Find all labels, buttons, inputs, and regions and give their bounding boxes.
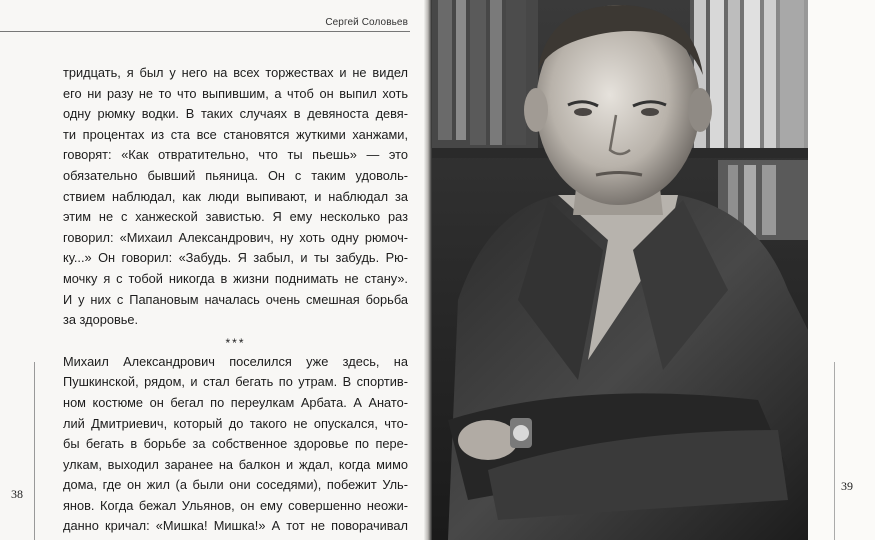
text-line: янов. Когда бежал Ульянов, он ему совершенно неожи- — [63, 497, 408, 513]
text-line: ти процентах из ста все становятся жуткими ханжами, — [63, 126, 408, 142]
book-gutter — [424, 0, 432, 540]
text-line: И у них с Папановым началась очень смешная борьба — [63, 291, 408, 307]
section-separator: *** — [225, 335, 246, 350]
text-line: одну рюмку водки. В таких случаях в девяноста девя- — [63, 106, 408, 122]
text-line: тридцать, я был у него на всех торжествах и не видел — [63, 65, 408, 80]
right-page — [428, 0, 875, 540]
text-line: ку...» Он говорил: «Забудь. Я забыл, и ты забудь. Рю- — [63, 250, 408, 266]
running-header-author: Сергей Соловьев — [325, 17, 408, 28]
text-line: данно кричал: «Мишка! Мишка!» А тот не поворачивал — [63, 518, 408, 534]
text-line: обязательно бывший пьяница. Он с таким удоволь- — [63, 167, 408, 183]
text-line: этим не с ханжеской завистью. Я ему несколько раз — [63, 209, 408, 225]
text-line: ном костюме он бегал по переулкам Арбата. А Анато- — [63, 394, 408, 410]
body-text — [63, 63, 408, 537]
text-line: мочку я с тобой никогда в жизни поднимать не стану». — [63, 270, 408, 286]
text-line: Михаил Александрович поселился уже здесь, на — [63, 353, 408, 369]
text-line: говорил: «Михаил Александрович, ну хоть одну рюмоч- — [63, 229, 408, 245]
margin-line-right — [834, 362, 835, 540]
text-line: ствием наблюдал, как люди выпивают, и наблюдал за — [63, 188, 408, 204]
paragraph-1 — [63, 63, 408, 331]
left-page — [0, 0, 428, 540]
text-line: бы бегать в борьбе за собственное здоровье по пере- — [63, 436, 408, 452]
portrait-photo — [428, 0, 808, 540]
text-line: дома, где он жил (а были они соседями), побежит Уль- — [63, 477, 408, 493]
page-number-left: 38 — [11, 487, 23, 501]
page-number-right: 39 — [841, 479, 853, 493]
text-line: лий Дмитриевич, который до такого не опускался, что- — [63, 415, 408, 431]
text-line: говорят: «Как отвратительно, что ты пьешь» — это — [63, 147, 408, 163]
text-line: его ни разу не то что выпившим, а чтоб он выпил хоть — [63, 85, 408, 101]
margin-line-left — [34, 362, 35, 540]
paragraph-2 — [63, 352, 408, 537]
text-line: Пушкинской, рядом, и стал бегать по утрам. В спортив- — [63, 374, 408, 390]
header-rule — [0, 31, 410, 32]
text-line: улкам, выходил заранее на балкон и ждал, когда мимо — [63, 456, 408, 472]
text-line: за здоровье. — [63, 312, 139, 328]
